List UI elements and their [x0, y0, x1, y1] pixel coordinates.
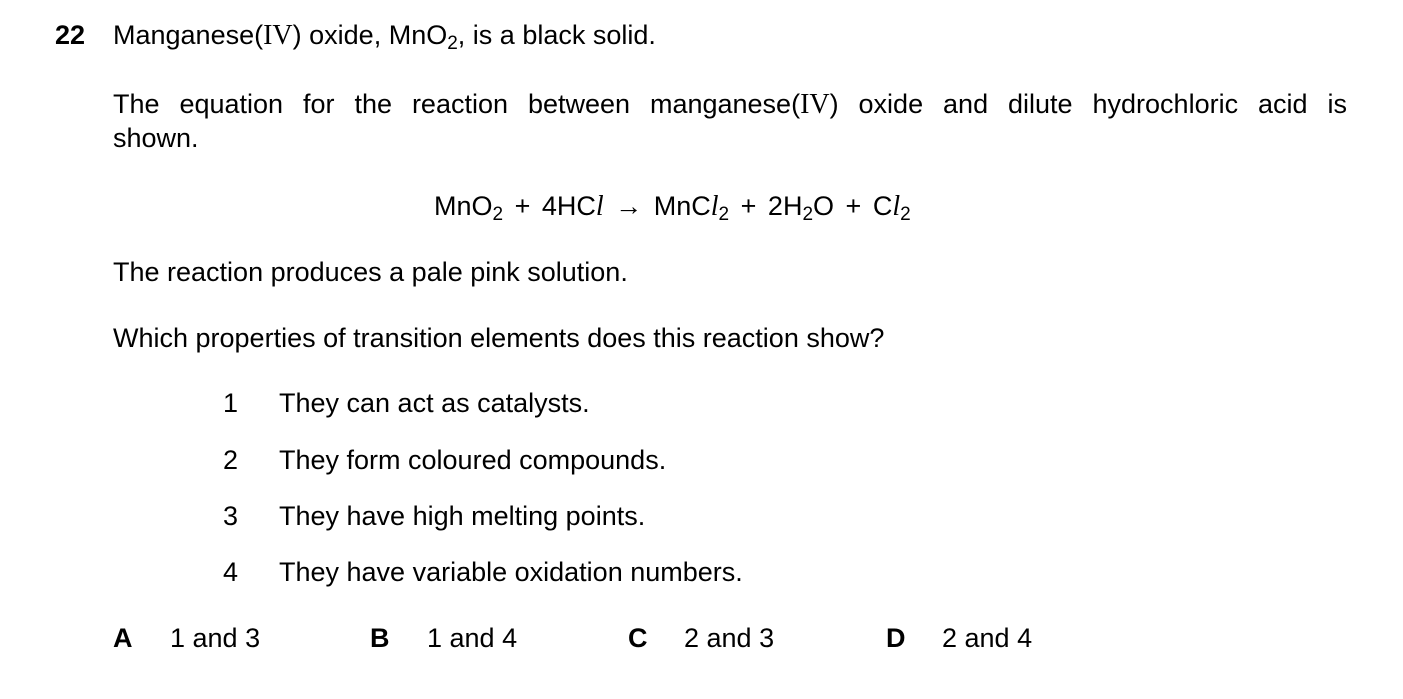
option-d-letter[interactable]: D [886, 623, 906, 653]
plus-sign: + [740, 191, 757, 221]
observation-text: The reaction produces a pale pink solution. [113, 257, 628, 287]
question-intro [113, 20, 656, 54]
option-a-letter[interactable]: A [113, 623, 133, 653]
intro-pre: Manganese( [113, 20, 264, 50]
product-h2o: $2H_2O$ [767, 191, 835, 225]
option-b-letter[interactable]: B [370, 623, 390, 653]
eq-intro-roman: IV [800, 89, 830, 120]
statement-text: They have high melting points. [279, 501, 646, 531]
intro-post: , is a black solid. [457, 20, 656, 50]
intro-sub: 2 [447, 33, 458, 54]
eq-intro-pre: The equation for the reaction between manganese( [113, 89, 801, 119]
plus-sign: + [514, 191, 531, 221]
statement-number: 1 [222, 388, 238, 418]
question-prompt: Which properties of transition elements does this reaction show? [113, 323, 885, 353]
statement-text: They can act as catalysts. [279, 388, 590, 418]
statement-number: 3 [222, 501, 238, 531]
option-b-text[interactable]: 1 and 4 [427, 623, 518, 653]
statement-number: 2 [222, 445, 238, 475]
option-c-text[interactable]: 2 and 3 [684, 623, 775, 653]
equation-intro-line1 [113, 91, 1347, 119]
statement-text: They have variable oxidation numbers. [279, 557, 743, 587]
intro-roman: IV [263, 20, 293, 51]
eq-intro-post: ) oxide and dilute hydrochloric acid is [829, 89, 1347, 119]
option-c-letter[interactable]: C [628, 623, 648, 653]
chemical-equation [434, 191, 911, 225]
question-number: 22 [55, 20, 86, 50]
reactant-hcl: 4HCl [541, 191, 604, 222]
intro-mid: ) oxide, MnO [292, 20, 448, 50]
statement-text: They form coloured compounds. [279, 445, 667, 475]
reaction-arrow: → [615, 191, 643, 221]
equation-intro-line2: shown. [113, 123, 199, 153]
option-a-text[interactable]: 1 and 3 [170, 623, 261, 653]
product-mncl2: MnCl$_2$ [653, 191, 730, 225]
option-d-text[interactable]: 2 and 4 [942, 623, 1033, 653]
product-cl2: $Cl_2$ [872, 191, 911, 225]
reactant-mno2: MnO$_2$ [434, 191, 504, 225]
statement-number: 4 [222, 557, 238, 587]
plus-sign: + [845, 191, 862, 221]
